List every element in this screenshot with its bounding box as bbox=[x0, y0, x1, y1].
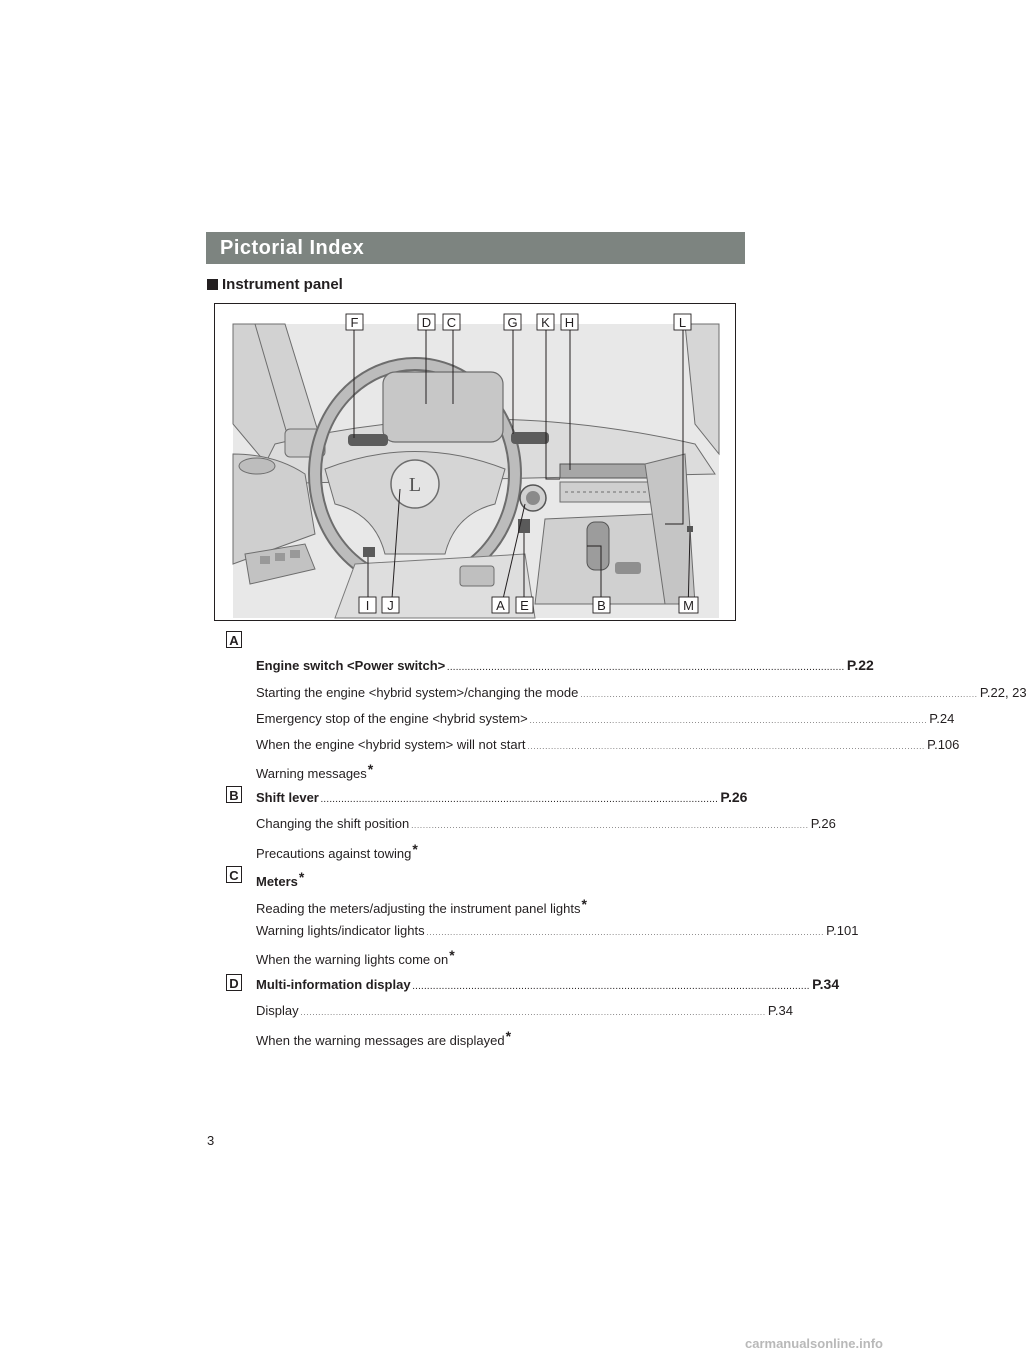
entry-D-row[interactable] bbox=[256, 976, 840, 996]
page-number: 3 bbox=[207, 1133, 215, 1148]
leader-dots: ....................................................................................................................................... bbox=[529, 718, 928, 725]
entry-letter-B: B bbox=[226, 786, 242, 803]
asterisk-mark: * bbox=[449, 947, 455, 963]
item-page[interactable]: P.24 bbox=[929, 711, 955, 726]
entry-D-item-1[interactable] bbox=[256, 1002, 793, 1022]
asterisk-mark: * bbox=[412, 841, 418, 857]
callout-B: B bbox=[597, 598, 606, 613]
leader-dots: .............................................................................................................................................................. bbox=[300, 1010, 766, 1017]
leader-dots: ....................................................................................................................................... bbox=[527, 744, 926, 751]
entry-D-item-2 bbox=[256, 1028, 718, 1049]
callout-F: F bbox=[350, 315, 359, 330]
entry-A-row[interactable] bbox=[256, 657, 874, 677]
callout-I: I bbox=[365, 598, 370, 613]
entry-A-item-4 bbox=[256, 761, 718, 782]
entry-C-item-2[interactable] bbox=[256, 922, 859, 942]
watermark: carmanualsonline.info bbox=[745, 1336, 883, 1351]
svg-text:L: L bbox=[408, 474, 422, 496]
callout-E: E bbox=[520, 598, 529, 613]
item-text: Changing the shift position bbox=[256, 816, 410, 831]
asterisk-mark: * bbox=[367, 761, 374, 777]
leader-dots: ....................................................................................................................................... bbox=[412, 984, 811, 991]
entry-D-page[interactable]: P.34 bbox=[812, 976, 840, 992]
item-page[interactable]: P.106 bbox=[927, 737, 960, 752]
entry-A-item-2[interactable] bbox=[256, 710, 955, 730]
item-text: Reading the meters/adjusting the instrument panel lights bbox=[256, 901, 581, 916]
item-text: Display bbox=[256, 1003, 299, 1018]
leader-dots: ....................................................................................................................................... bbox=[426, 930, 825, 937]
entry-C-row bbox=[256, 869, 718, 890]
section-title: Instrument panel bbox=[222, 276, 343, 293]
leader-dots: ....................................................................................................................................... bbox=[580, 692, 978, 699]
leader-dots: ....................................................................................................................................... bbox=[320, 797, 719, 804]
entry-B-title: Shift lever bbox=[256, 790, 319, 805]
instrument-panel-illustration bbox=[214, 303, 736, 621]
callout-D: D bbox=[421, 315, 432, 330]
entry-A-page[interactable]: P.22 bbox=[846, 657, 874, 673]
entry-B-item-2 bbox=[256, 841, 718, 862]
leader-dots: ....................................................................................................................................... bbox=[411, 823, 809, 830]
callout-C: C bbox=[446, 315, 457, 330]
section-heading bbox=[207, 276, 343, 293]
page-title: Pictorial Index bbox=[220, 237, 365, 259]
callout-L: L bbox=[678, 315, 687, 330]
entry-C-item-1 bbox=[256, 896, 718, 917]
header-bar bbox=[206, 232, 745, 264]
entry-B-row[interactable] bbox=[256, 789, 748, 809]
callout-G: G bbox=[507, 315, 518, 330]
entry-D-title: Multi-information display bbox=[256, 977, 411, 992]
callout-J: J bbox=[387, 598, 394, 613]
entry-C-title: Meters bbox=[256, 874, 298, 889]
item-page[interactable]: P.22, 23 bbox=[979, 685, 1027, 700]
asterisk-mark: * bbox=[298, 869, 305, 885]
item-page[interactable]: P.34 bbox=[767, 1003, 793, 1018]
entry-letter-C: C bbox=[226, 866, 242, 883]
entry-A-item-3[interactable] bbox=[256, 736, 960, 756]
entry-letter-D: D bbox=[226, 974, 242, 991]
item-page[interactable]: P.26 bbox=[810, 816, 836, 831]
leader-dots: ....................................................................................................................................... bbox=[447, 665, 845, 672]
callout-A: A bbox=[496, 598, 505, 613]
entry-C-item-3 bbox=[256, 947, 718, 968]
item-text: When the warning messages are displayed bbox=[256, 1033, 505, 1048]
item-text: When the engine <hybrid system> will not start bbox=[256, 737, 526, 752]
entry-A-title: Engine switch <Power switch> bbox=[256, 658, 446, 673]
item-text: Emergency stop of the engine <hybrid system> bbox=[256, 711, 528, 726]
item-text: Starting the engine <hybrid system>/changing the mode bbox=[256, 685, 579, 700]
dashboard-drawing bbox=[215, 304, 737, 622]
item-page[interactable]: P.101 bbox=[826, 923, 859, 938]
callout-H: H bbox=[564, 315, 575, 330]
callout-M: M bbox=[683, 598, 694, 613]
item-text: When the warning lights come on bbox=[256, 952, 449, 967]
asterisk-mark: * bbox=[505, 1028, 512, 1044]
entry-B-item-1[interactable] bbox=[256, 815, 836, 835]
item-text: Warning lights/indicator lights bbox=[256, 923, 425, 938]
entry-B-page[interactable]: P.26 bbox=[720, 789, 748, 805]
callout-K: K bbox=[541, 315, 550, 330]
item-text: Warning messages bbox=[256, 766, 367, 781]
entry-letter-A: A bbox=[226, 631, 242, 648]
entry-A-item-1[interactable] bbox=[256, 684, 1027, 704]
asterisk-mark: * bbox=[581, 896, 587, 912]
square-bullet-icon bbox=[207, 279, 218, 290]
item-text: Precautions against towing bbox=[256, 846, 412, 861]
